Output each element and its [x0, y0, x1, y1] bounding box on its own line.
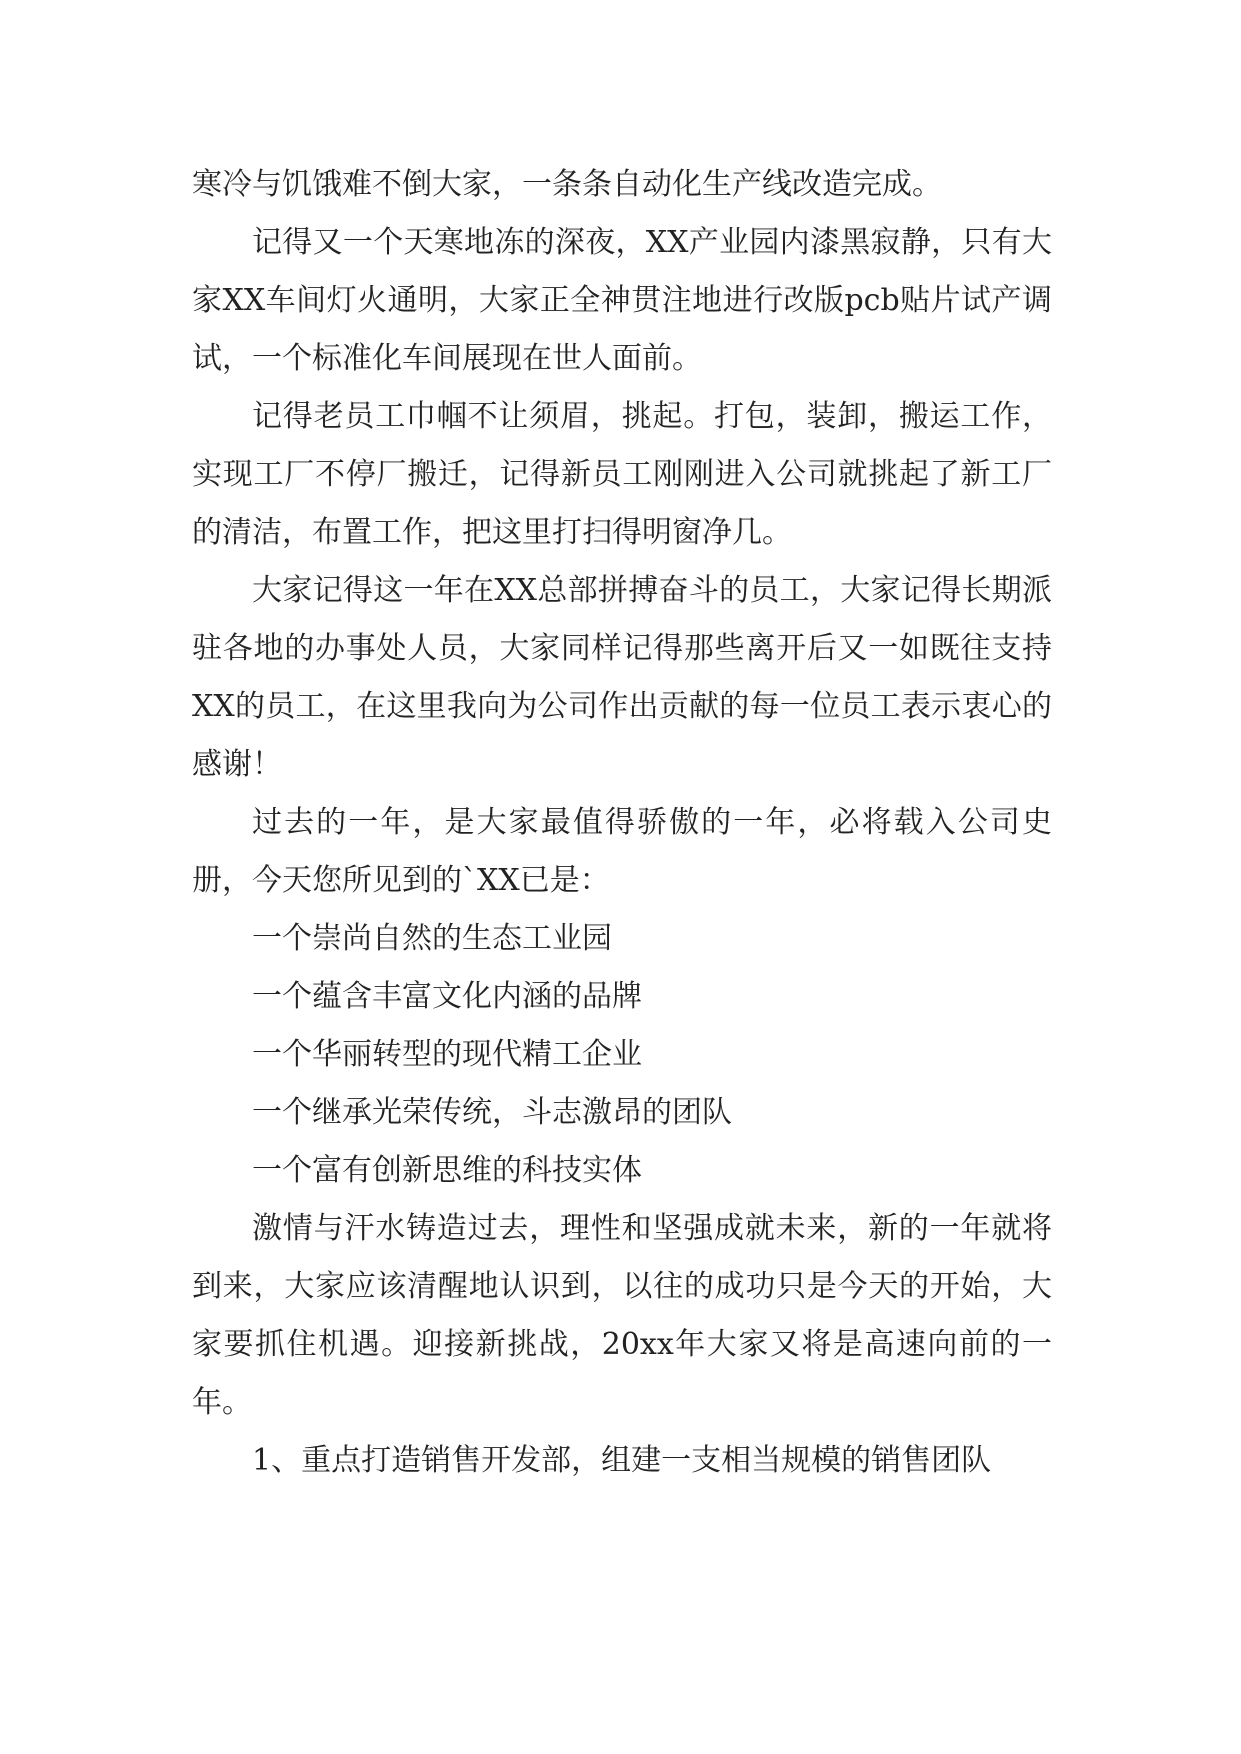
paragraph-future: 激情与汗水铸造过去，理性和坚强成就未来，新的一年就将到来，大家应该清醒地认识到，以往的成功只是今天的开始，大家要抓住机遇。迎接新挑战，20xx年大家又将是高速向前的一年。 — [192, 1211, 1052, 1420]
paragraph-cold-hunger: 寒冷与饥饿难不倒大家，一条条自动化生产线改造完成。 — [192, 167, 942, 202]
paragraph-winter-night: 记得又一个天寒地冻的深夜，XX产业园内漆黑寂静，只有大家XX车间灯火通明，大家正全神贯注地进行改版pcb贴片试产调试，一个标准化车间展现在世人面前。 — [192, 225, 1052, 376]
paragraph-sales-team: 1、重点打造销售开发部，组建一支相当规模的销售团队 — [252, 1443, 992, 1478]
list-item-eco-park: 一个崇尚自然的生态工业园 — [252, 921, 612, 956]
list-item-enterprise: 一个华丽转型的现代精工企业 — [252, 1037, 642, 1072]
paragraph-veteran-staff: 记得老员工巾帼不让须眉，挑起。打包，装卸，搬运工作，实现工厂不停厂搬迁，记得新员工刚刚进入公司就挑起了新工厂的清洁，布置工作，把这里打扫得明窗净几。 — [192, 399, 1052, 550]
paragraph-thanks: 大家记得这一年在XX总部拼搏奋斗的员工，大家记得长期派驻各地的办事处人员，大家同样记得那些离开后又一如既往支持XX的员工，在这里我向为公司作出贡献的每一位员工表示衷心的感谢！ — [192, 573, 1052, 782]
list-item-team: 一个继承光荣传统，斗志激昂的团队 — [252, 1095, 732, 1130]
paragraph-past-year: 过去的一年，是大家最值得骄傲的一年，必将载入公司史册，今天您所见到的`XX已是： — [192, 805, 1052, 898]
list-item-brand: 一个蕴含丰富文化内涵的品牌 — [252, 979, 642, 1014]
list-item-tech-entity: 一个富有创新思维的科技实体 — [252, 1153, 642, 1188]
document-body — [192, 156, 1052, 1490]
